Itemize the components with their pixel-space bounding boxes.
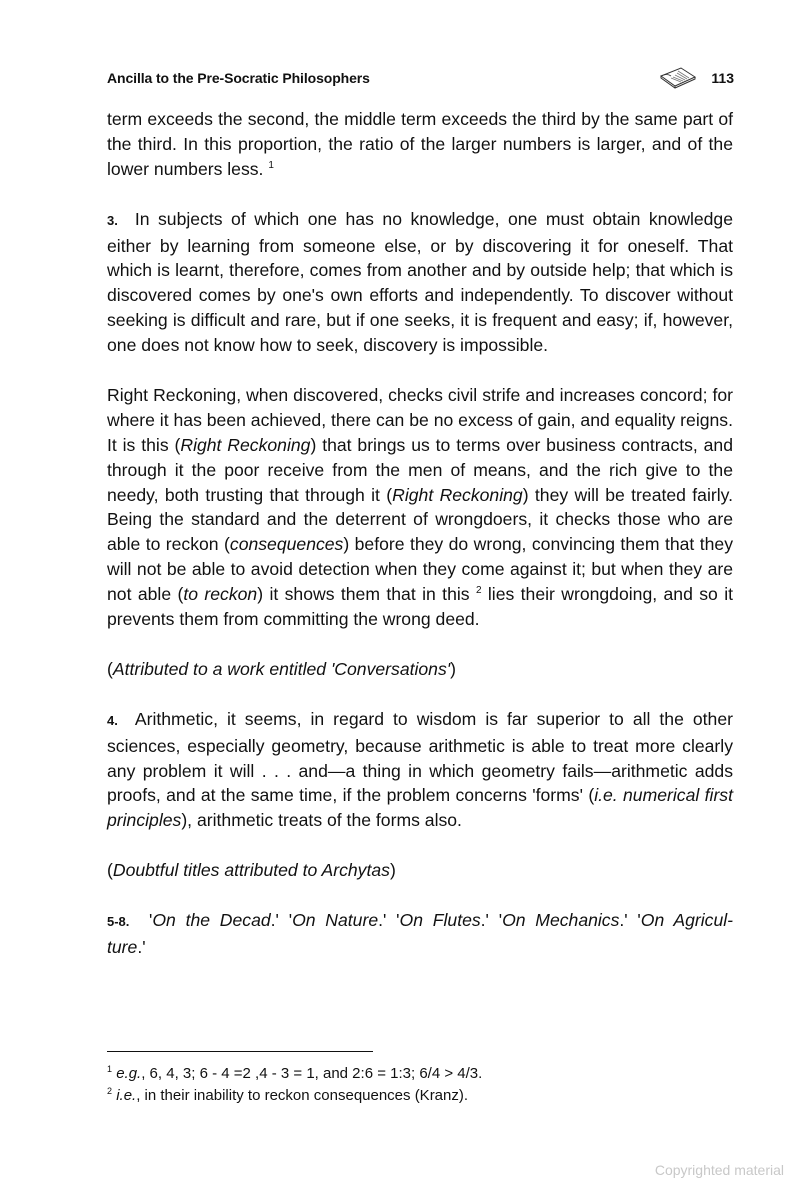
- fragment-4: 4. Arithmetic, it seems, in regard to wisdom is far superior to all the other sciences, especially geometry, because arithmetic is able to treat more clearly any problem it will . . . and—a thing in which geometry fails—arithmetic adds proofs, and at the same time, if the problem concerns 'forms' (i.e. numerical first principles), arithmetic treats of the forms also.: [107, 708, 733, 831]
- page-number: 113: [711, 70, 734, 86]
- footnote-ref-1[interactable]: 1: [268, 159, 274, 171]
- footnotes: [107, 1063, 733, 1107]
- footnote-divider: [107, 1051, 373, 1052]
- fragment-number: 4.: [107, 712, 118, 728]
- attribution-doubtful-titles: (Doubtful titles attributed to Archytas): [107, 860, 396, 881]
- footnote-2: $^2$ i.e., in their inability to reckon consequences (Kranz).: [107, 1086, 469, 1104]
- attribution-conversations: (Attributed to a work entitled 'Conversations'): [107, 658, 456, 679]
- page-body: [107, 107, 733, 985]
- paragraph-right-reckoning: Right Reckoning, when discovered, checks civil strife and increases concord; for where it has been achieved, there can be no excess of gain, and equality reigns. It is this (Right Reckoning) that brings us to terms over business contracts, and through it the poor receive from the men of means, and the rich give to the needy, both trusting that through it (Right Reckoning) they will be treated fairly. Being the standard and the deterrent of wrongdoers, it checks those who are able to reckon (consequences) before they do wrong, convincing them that they will not be able to avoid detection when they come against it; but when they are not able (to reckon) it shows them that in this $^2$ lies their wrongdoing, and so it prevents them from committing the wrong deed.: [107, 384, 734, 630]
- fragment-5-8: 5-8. 'On the Decad.' 'On Nature.' 'On Flutes.' 'On Mechanics.' 'On Agricul-ture.': [107, 909, 734, 957]
- fragment-3: 3. In subjects of which one has no knowledge, one must obtain knowledge either by learning from someone else, or by discovering it for oneself. That which is learnt, therefore, comes from another and by outside help; that which is discovered comes by one's own efforts and independently. To discover without seeking is difficult and rare, but if one seeks, it is frequent and easy; if, however, one does not know how to seek, discovery is impossible.: [107, 208, 733, 356]
- open-book-icon: [659, 67, 697, 89]
- running-head: [107, 66, 734, 90]
- copyright-watermark: Copyrighted material: [654, 1162, 784, 1178]
- footnote-1: $^1$ e.g., 6, 4, 3; 6 - 4 =2 ,4 - 3 = 1, and 2:6 = 1:3; 6/4 > 4/3.: [107, 1064, 483, 1082]
- running-title: Ancilla to the Pre-Socratic Philosophers: [107, 70, 370, 86]
- footnote-ref-2[interactable]: 2: [475, 585, 482, 597]
- paragraph-continuation: term exceeds the second, the middle term exceeds the third by the same part of the third. In this proportion, the ratio of the larger numbers is larger, and of the lower numbers less. $^1$: [107, 109, 733, 179]
- fragment-number: 5-8.: [107, 913, 130, 929]
- fragment-number: 3.: [107, 212, 118, 228]
- running-head-right: [659, 67, 734, 89]
